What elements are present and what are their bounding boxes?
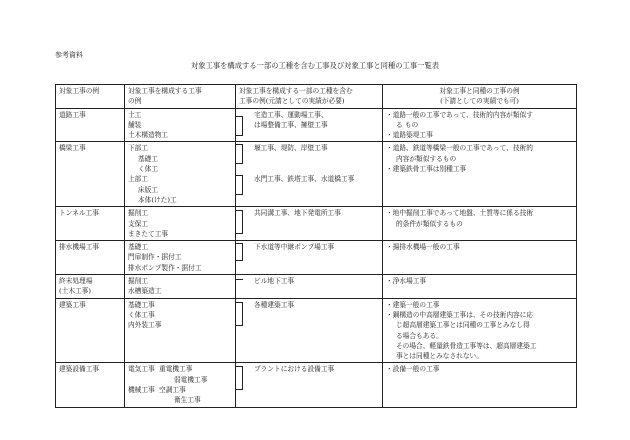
component-work: 内外装工事 bbox=[128, 321, 162, 330]
component-work: まきたて工事 bbox=[128, 229, 169, 238]
component-work: 床版工 bbox=[138, 185, 159, 194]
same-kind-work: ・道路、鉄道等橋梁一般の工事であって、技術的 bbox=[386, 144, 533, 153]
row-name bbox=[56, 207, 125, 241]
row-name-text: 建築設備工事 bbox=[59, 365, 100, 374]
partial-works bbox=[236, 142, 383, 207]
table-row bbox=[56, 298, 577, 363]
same-kind-work: 的条件が類似するもの bbox=[396, 219, 463, 228]
partial-work: 共同溝工事、地下発電所工事 bbox=[254, 209, 341, 218]
component-work: 掘削工 bbox=[128, 277, 149, 286]
same-kind-work: じ超高層建築工事とは同種の工事とみなし得 bbox=[396, 321, 530, 330]
component-work: 基礎工 bbox=[128, 243, 149, 252]
partial-work: 堰工事、堤防、岸壁工事 bbox=[254, 144, 328, 153]
row-name bbox=[56, 241, 125, 275]
partial-works bbox=[236, 275, 383, 299]
partial-work: ビル地下工事 bbox=[254, 277, 295, 286]
component-works bbox=[125, 275, 236, 299]
same-kind-work: ・地中掘削工事であって地盤、土質等に係る技術 bbox=[386, 209, 534, 218]
partial-work: 下水道等中継ポンプ場工事 bbox=[254, 243, 335, 252]
same-kind-work: ・設備一般の工事 bbox=[386, 365, 440, 374]
header-example-work-label: 対象工事の例 bbox=[59, 87, 100, 95]
partial-work: は場整備工事、擁壁工事 bbox=[254, 120, 328, 129]
bracket-mark bbox=[236, 116, 243, 136]
component-work: 下部工 bbox=[128, 144, 149, 153]
partial-works bbox=[236, 241, 383, 275]
table-row bbox=[56, 142, 577, 207]
component-works bbox=[125, 108, 236, 142]
row-name-text: 道路工事 bbox=[59, 110, 86, 119]
same-kind-work: ・道路築堤工事 bbox=[386, 131, 433, 140]
same-kind-works bbox=[383, 142, 577, 207]
same-kind-works bbox=[383, 298, 577, 363]
row-name bbox=[56, 363, 125, 407]
component-work: 舗装 bbox=[128, 120, 142, 129]
partial-works bbox=[236, 108, 383, 142]
component-work: 門扉制作・据付工 bbox=[128, 253, 182, 262]
same-kind-works bbox=[383, 363, 577, 407]
row-name bbox=[56, 298, 125, 363]
component-work: 弱電機工事 bbox=[174, 375, 208, 384]
component-work: 支保工 bbox=[128, 219, 149, 228]
row-name-text: トンネル工事 bbox=[59, 209, 99, 218]
bracket-mark bbox=[236, 175, 243, 195]
partial-work: 宅造工事、運動場工事、 bbox=[254, 110, 328, 119]
partial-work-spacer bbox=[239, 154, 379, 164]
partial-work-spacer bbox=[239, 164, 379, 174]
component-work: 機械工事 bbox=[128, 386, 155, 395]
same-kind-works bbox=[383, 207, 577, 241]
header-example-work bbox=[56, 85, 125, 109]
bracket-mark bbox=[236, 144, 243, 164]
row-name-text: 橋梁工事 bbox=[59, 144, 86, 153]
same-kind-work: その場合、軽量鉄骨造工事等は、超高層建築工 bbox=[396, 341, 537, 350]
header-partial-work-line: 工事の例(元請としての実績が必要) bbox=[239, 97, 345, 106]
component-work: 衛生工事 bbox=[174, 396, 201, 405]
component-works bbox=[125, 363, 236, 407]
header-same-kind-work bbox=[383, 85, 577, 109]
component-works bbox=[125, 207, 236, 241]
same-kind-works bbox=[383, 275, 577, 299]
component-work: 上部工 bbox=[128, 175, 149, 184]
same-kind-works bbox=[383, 108, 577, 142]
same-kind-work: 事とは同種とみなされない。 bbox=[396, 352, 483, 361]
component-work: 基礎工事 bbox=[128, 300, 155, 309]
component-work: 空調工事 bbox=[159, 386, 186, 395]
work-types-table bbox=[55, 84, 577, 408]
header-component-work-line: 対象工事を構成する工事 bbox=[128, 87, 202, 95]
table-row bbox=[56, 363, 577, 407]
component-work: く体工事 bbox=[128, 310, 155, 319]
component-work: 土木構造物工 bbox=[128, 131, 169, 140]
row-name-text: (土木工事) bbox=[59, 287, 91, 296]
table-row bbox=[56, 108, 577, 142]
component-works bbox=[125, 298, 236, 363]
same-kind-works bbox=[383, 241, 577, 275]
header-same-kind-work-line: 対象工事と同種の工事の例 bbox=[439, 87, 520, 95]
same-kind-work: 内容が類似するもの bbox=[396, 154, 457, 163]
row-name-text: 排水機場工事 bbox=[59, 243, 100, 252]
component-work: 土工 bbox=[128, 110, 142, 119]
partial-works bbox=[236, 298, 383, 363]
same-kind-work: ・浄水場工事 bbox=[386, 277, 427, 286]
component-work: 基礎工 bbox=[138, 154, 159, 163]
component-works bbox=[125, 142, 236, 207]
same-kind-work: ・鋼構造の中高層建築工事は、その技術内容に応 bbox=[386, 310, 534, 319]
same-kind-work: る もの bbox=[396, 120, 419, 129]
same-kind-work: ・建築一般の工事 bbox=[386, 300, 440, 309]
bracket-mark bbox=[236, 243, 243, 261]
component-work: 重電機工事 bbox=[159, 365, 193, 374]
page-title: 対象工事を構成する一部の工種を含む工事及び対象工事と同種の工事一覧表 bbox=[190, 61, 440, 70]
row-name bbox=[56, 275, 125, 299]
table-row bbox=[56, 207, 577, 241]
partial-works bbox=[236, 363, 383, 407]
partial-work: 各種建築工事 bbox=[254, 300, 295, 309]
header-component-work-line: の例 bbox=[128, 97, 142, 106]
row-name bbox=[56, 142, 125, 207]
bracket-mark bbox=[236, 279, 243, 280]
table-row bbox=[56, 275, 577, 299]
table-row bbox=[56, 241, 577, 275]
component-work-pair bbox=[128, 364, 232, 374]
component-work: く体工 bbox=[138, 165, 159, 174]
same-kind-work: ・建築鉄骨工事は別種工事 bbox=[386, 165, 467, 174]
partial-work: 水門工事、鉄塔工事、水道橋工事 bbox=[254, 175, 355, 184]
row-name bbox=[56, 108, 125, 142]
table-header-row bbox=[56, 85, 577, 109]
component-work: 電気工事 bbox=[128, 365, 155, 374]
component-work-pair bbox=[128, 385, 232, 395]
component-works bbox=[125, 241, 236, 275]
component-work: 水槽築造工 bbox=[128, 287, 162, 296]
component-work: 掘削工 bbox=[128, 209, 149, 218]
same-kind-work: る場合もある。 bbox=[396, 331, 443, 340]
partial-work: プラントにおける設備工事 bbox=[254, 365, 335, 374]
bracket-mark bbox=[236, 366, 243, 390]
component-work: 排水ポンプ製作・据付工 bbox=[128, 263, 202, 272]
bracket-mark bbox=[236, 302, 243, 326]
header-partial-work bbox=[236, 85, 383, 109]
component-work: 本体(けた)工 bbox=[138, 195, 177, 204]
partial-works bbox=[236, 207, 383, 241]
bracket-mark bbox=[236, 210, 243, 234]
header-component-work bbox=[125, 85, 236, 109]
same-kind-work: ・揚排水機場一般の工事 bbox=[386, 243, 460, 252]
row-name-text: 終末処理場 bbox=[59, 277, 93, 286]
reference-label: 参考資料 bbox=[55, 51, 83, 59]
header-same-kind-work-line: (下請としての実績でも可) bbox=[440, 97, 519, 106]
row-name-text: 建築工事 bbox=[59, 300, 86, 309]
same-kind-work: ・道路一般の工事であって、技術的内容が類似す bbox=[386, 110, 533, 119]
header-partial-work-line: 対象工事を構成する一部の工種を含む bbox=[239, 87, 353, 95]
